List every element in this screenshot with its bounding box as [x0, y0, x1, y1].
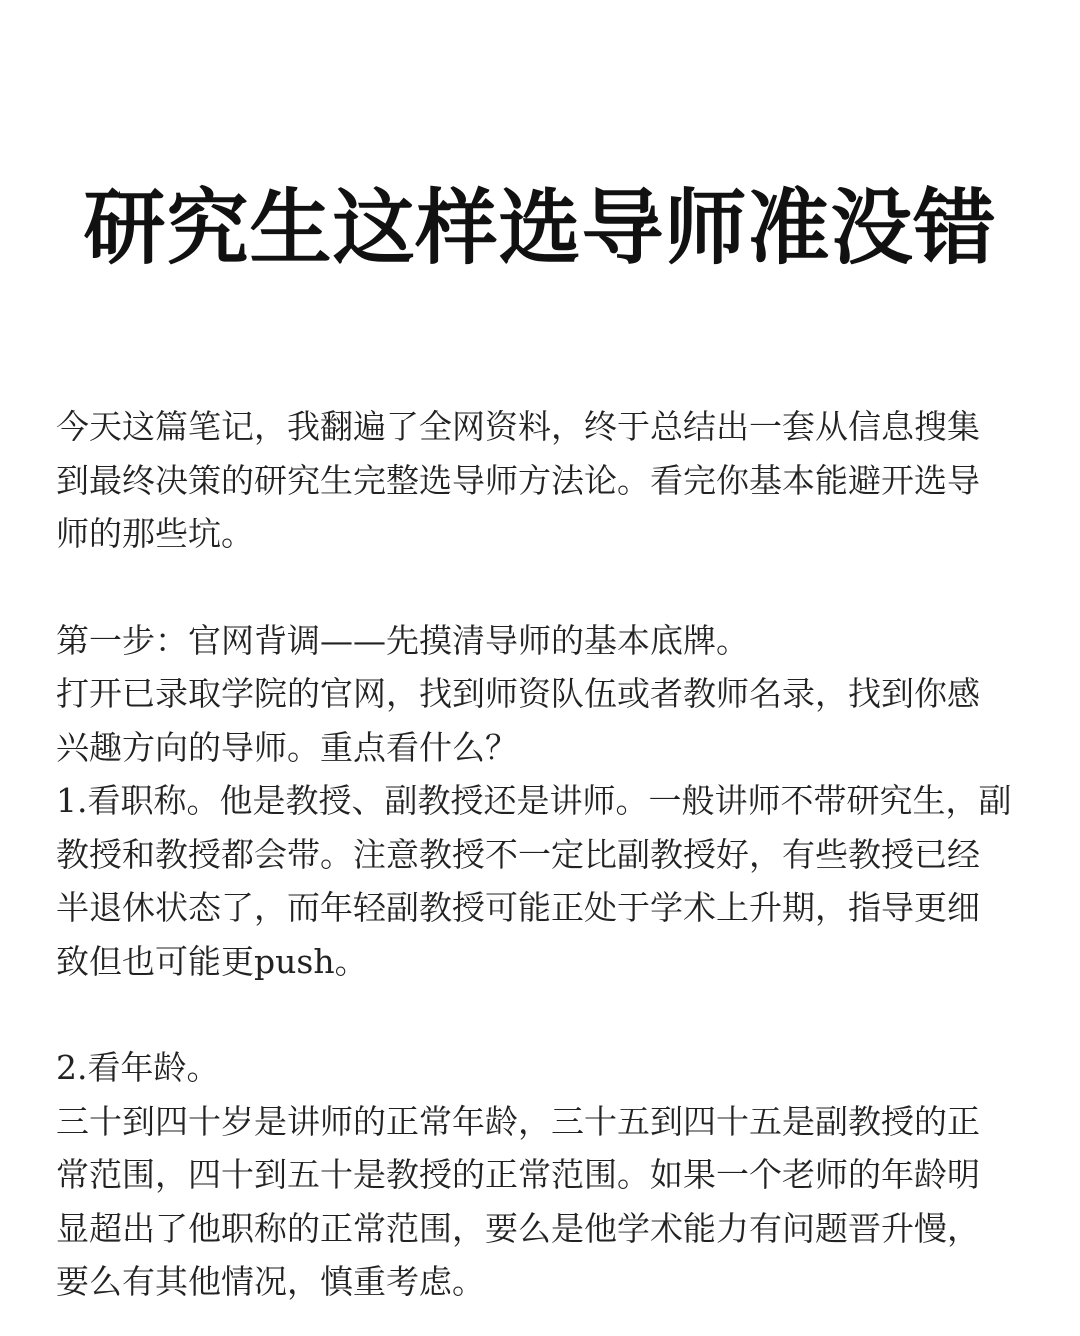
text-line: 致但也可能更push。	[56, 941, 368, 981]
text-line: 师的那些坑。	[56, 514, 254, 553]
paragraph-spacer	[56, 988, 1036, 1041]
point2-heading: 2.看年龄。	[56, 1048, 220, 1087]
step1-section	[56, 614, 1036, 775]
point1-section	[56, 774, 1036, 988]
step1-heading: 第一步：官网背调——先摸清导师的基本底牌。	[56, 620, 749, 660]
text-line: 三十到四十岁是讲师的正常年龄，三十五到四十五是副教授的正	[56, 1101, 980, 1141]
article-body	[56, 400, 1036, 1309]
text-line: 今天这篇笔记，我翻遍了全网资料，终于总结出一套从信息搜集	[56, 407, 980, 446]
text-line: 兴趣方向的导师。重点看什么？	[56, 727, 518, 767]
text-line: 半退休状态了，而年轻副教授可能正处于学术上升期，指导更细	[56, 888, 980, 927]
text-line: 常范围，四十到五十是教授的正常范围。如果一个老师的年龄明	[56, 1155, 980, 1194]
intro-paragraph	[56, 400, 1036, 561]
text-line: 1.看职称。他是教授、副教授还是讲师。一般讲师不带研究生，副	[56, 781, 1012, 820]
text-line: 到最终决策的研究生完整选导师方法论。看完你基本能避开选导	[56, 460, 980, 500]
point2-section	[56, 1041, 1036, 1309]
text-line: 打开已录取学院的官网，找到师资队伍或者教师名录，找到你感	[56, 674, 980, 713]
text-line: 要么有其他情况，慎重考虑。	[56, 1262, 485, 1301]
text-line: 教授和教授都会带。注意教授不一定比副教授好，有些教授已经	[56, 834, 980, 874]
page-title: 研究生这样选导师准没错	[83, 180, 997, 276]
text-line: 显超出了他职称的正常范围，要么是他学术能力有问题晋升慢，	[56, 1208, 980, 1248]
paragraph-spacer	[56, 561, 1036, 614]
